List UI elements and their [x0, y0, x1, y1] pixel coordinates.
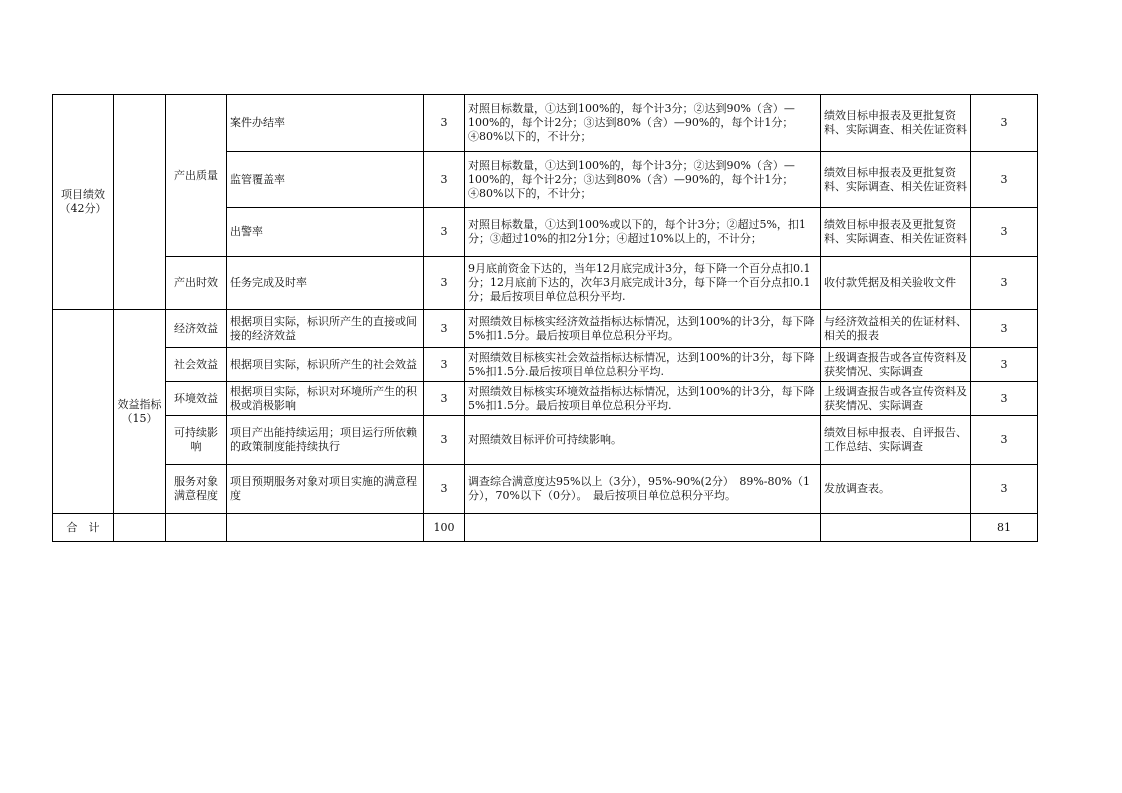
evidence-cell: 绩效目标申报表、自评报告、工作总结、实际调查	[821, 416, 971, 465]
weight-cell: 3	[424, 257, 465, 310]
evidence-cell: 与经济效益相关的佐证材料、相关的报表	[821, 310, 971, 348]
score-cell: 3	[971, 382, 1038, 416]
criteria-cell: 对照绩效目标核实经济效益指标达标情况，达到100%的计3分，每下降5%扣1.5分。最后按项目单位总积分平均。	[465, 310, 821, 348]
evidence-cell: 绩效目标申报表及更批复资料、实际调查、相关佐证资料	[821, 152, 971, 208]
indicator-cell: 监管覆盖率	[227, 152, 424, 208]
criteria-cell: 对照目标数量，①达到100%的，每个计3分；②达到90%（含）—100%的，每个计2分；③达到80%（含）—90%的，每个计1分；④80%以下的，不计分；	[465, 152, 821, 208]
table-row	[53, 465, 1038, 514]
level3-environment-cell: 环境效益	[166, 382, 227, 416]
score-cell: 3	[971, 208, 1038, 257]
weight-cell: 3	[424, 208, 465, 257]
total-row	[53, 514, 1038, 542]
indicator-cell: 根据项目实际，标识所产生的社会效益	[227, 348, 424, 382]
weight-cell: 3	[424, 152, 465, 208]
evidence-cell: 绩效目标申报表及更批复资料、实际调查、相关佐证资料	[821, 95, 971, 152]
indicator-cell: 任务完成及时率	[227, 257, 424, 310]
criteria-cell: 对照绩效目标核实环境效益指标达标情况，达到100%的计3分，每下降5%扣1.5分。最后按项目单位总积分平均.	[465, 382, 821, 416]
table-row	[53, 310, 1038, 348]
table-row	[53, 95, 1038, 152]
criteria-cell: 9月底前资金下达的，当年12月底完成计3分，每下降一个百分点扣0.1分；12月底前下达的，次年3月底完成计3分，每下降一个百分点扣0.1分；最后按项目单位总积分平均.	[465, 257, 821, 310]
indicator-cell: 根据项目实际，标识对环境所产生的积极或消极影响	[227, 382, 424, 416]
evaluation-table	[52, 94, 1038, 542]
weight-cell: 3	[424, 382, 465, 416]
score-cell: 3	[971, 310, 1038, 348]
weight-cell: 3	[424, 416, 465, 465]
criteria-cell: 调查综合满意度达95%以上（3分），95%-90%(2分） 89%-80%（1分），70%以下（0分）。 最后按项目单位总积分平均。	[465, 465, 821, 514]
score-cell: 3	[971, 416, 1038, 465]
level2-benefit-cell: 效益指标 （15）	[114, 310, 166, 514]
level3-satisfaction-cell: 服务对象满意程度	[166, 465, 227, 514]
blank-cell	[227, 514, 424, 542]
blank-cell	[114, 514, 166, 542]
table-row	[53, 348, 1038, 382]
blank-cell	[166, 514, 227, 542]
criteria-cell: 对照绩效目标评价可持续影响。	[465, 416, 821, 465]
indicator-cell: 案件办结率	[227, 95, 424, 152]
evidence-cell: 绩效目标申报表及更批复资料、实际调查、相关佐证资料	[821, 208, 971, 257]
level1-blank-cell	[53, 310, 114, 514]
level3-sustain-cell: 可持续影响	[166, 416, 227, 465]
total-label-cell: 合 计	[53, 514, 114, 542]
table-row	[53, 416, 1038, 465]
indicator-cell: 根据项目实际，标识所产生的直接或间接的经济效益	[227, 310, 424, 348]
criteria-cell: 对照绩效目标核实社会效益指标达标情况，达到100%的计3分，每下降5%扣1.5分.最后按项目单位总积分平均.	[465, 348, 821, 382]
weight-cell: 3	[424, 465, 465, 514]
indicator-cell: 出警率	[227, 208, 424, 257]
weight-cell: 3	[424, 310, 465, 348]
score-cell: 3	[971, 95, 1038, 152]
total-weight-cell: 100	[424, 514, 465, 542]
blank-cell	[465, 514, 821, 542]
weight-cell: 3	[424, 348, 465, 382]
evidence-cell: 上级调查报告或各宣传资料及获奖情况、实际调查	[821, 382, 971, 416]
weight-cell: 3	[424, 95, 465, 152]
level3-social-cell: 社会效益	[166, 348, 227, 382]
criteria-cell: 对照目标数量，①达到100%或以下的，每个计3分；②超过5%，扣1分；③超过10%的扣2分1分；④超过10%以上的，不计分；	[465, 208, 821, 257]
total-score-cell: 81	[971, 514, 1038, 542]
indicator-cell: 项目产出能持续运用；项目运行所依赖的政策制度能持续执行	[227, 416, 424, 465]
score-cell: 3	[971, 465, 1038, 514]
level3-economic-cell: 经济效益	[166, 310, 227, 348]
score-cell: 3	[971, 348, 1038, 382]
indicator-cell: 项目预期服务对象对项目实施的满意程度	[227, 465, 424, 514]
level1-perf-cell: 项目绩效 （42分）	[53, 95, 114, 310]
level3-quality-cell: 产出质量	[166, 95, 227, 257]
table-row	[53, 257, 1038, 310]
table-row	[53, 382, 1038, 416]
evidence-cell: 发放调查表。	[821, 465, 971, 514]
blank-cell	[821, 514, 971, 542]
evidence-cell: 上级调查报告或各宣传资料及获奖情况、实际调查	[821, 348, 971, 382]
score-cell: 3	[971, 257, 1038, 310]
evidence-cell: 收付款凭据及相关验收文件	[821, 257, 971, 310]
level3-timeliness-cell: 产出时效	[166, 257, 227, 310]
level2-blank-cell	[114, 95, 166, 310]
criteria-cell: 对照目标数量，①达到100%的，每个计3分；②达到90%（含）—100%的，每个计2分；③达到80%（含）—90%的，每个计1分；④80%以下的，不计分；	[465, 95, 821, 152]
score-cell: 3	[971, 152, 1038, 208]
